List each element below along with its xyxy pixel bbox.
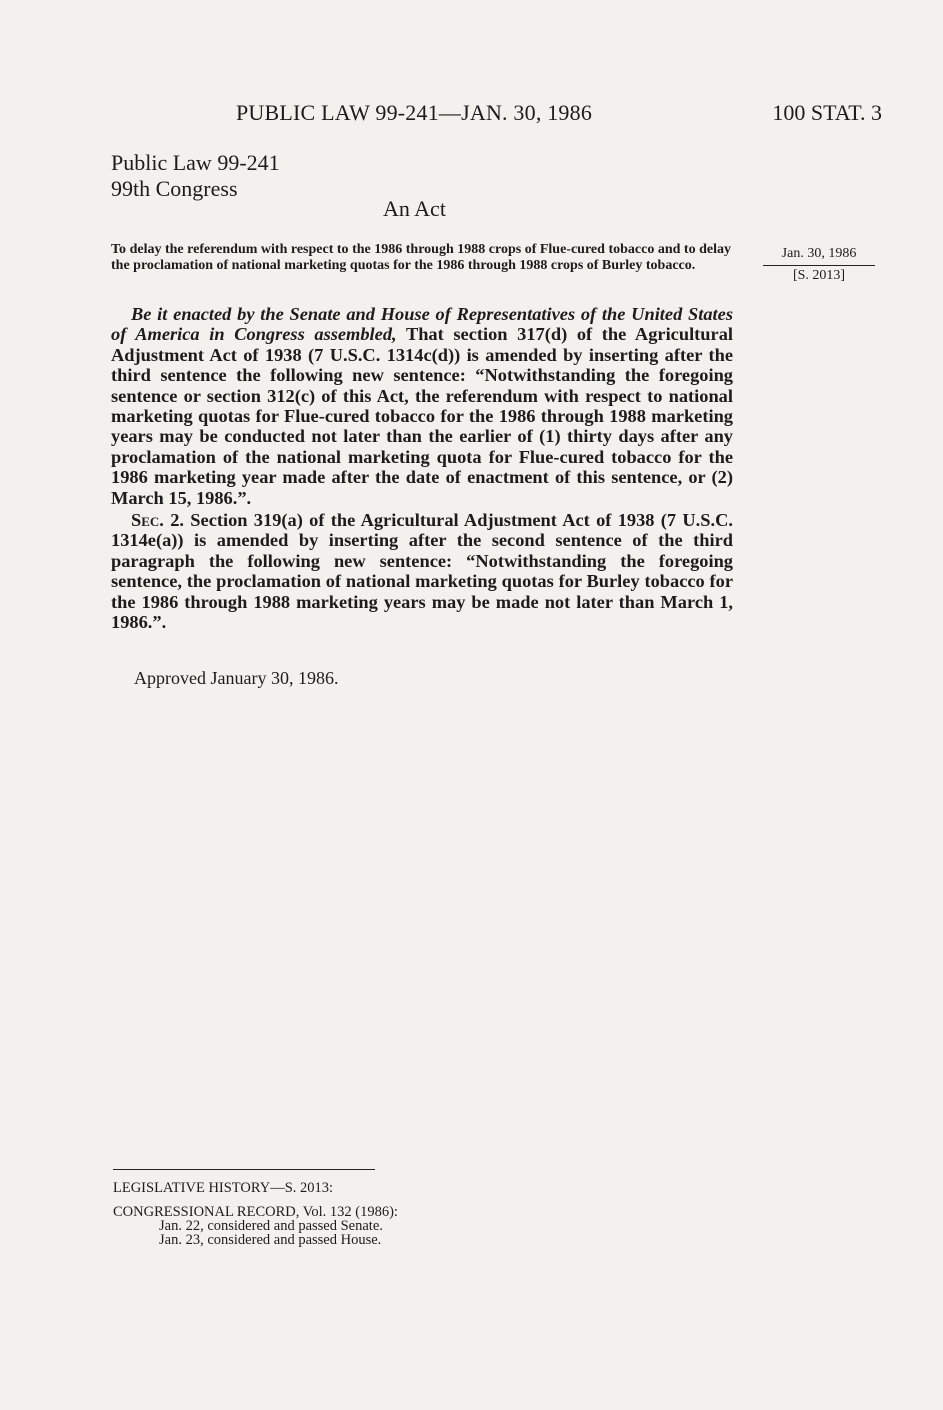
footnote-divider (113, 1169, 375, 1170)
enacting-clause: Be it enacted by the Senate and House of Representatives of the United States of America in Congress assembled, (111, 304, 733, 345)
section-1-text: That section 317(d) of the Agricultural Adjustment Act of 1938 (7 U.S.C. 1314c(d)) is amended by inserting after the third sentence the following new sentence: “Notwithstanding the foregoing sentence or section 312(c) of this Act, the referendum with respect to national marketing quotas for Flue-cured tobacco for the 1986 through 1988 marketing years may be conducted not later than the earlier of (1) thirty days after any proclamation of the national marketing quota for Flue-cured tobacco for the 1986 marketing year made after the date of enactment of this sentence, or (2) March 15, 1986.”. (111, 324, 734, 508)
running-header-page-ref: 100 STAT. 3 (772, 100, 882, 125)
margin-note-date: Jan. 30, 1986 (781, 246, 857, 261)
law-number: Public Law 99-241 (111, 150, 280, 175)
act-body (111, 304, 733, 633)
act-title: An Act (383, 196, 446, 221)
margin-note-bill: [S. 2013] (792, 268, 846, 283)
legislative-history (113, 1181, 398, 1247)
section-2-text: Section 319(a) of the Agricultural Adjustment Act of 1938 (7 U.S.C. 1314e(a)) is amended by inserting after the second sentence of the third paragraph the following new sentence: “Notwithstanding the foregoing sentence, the proclamation of national marketing quotas for Burley tobacco for the 1986 through 1988 marketing years may be made not later than March 1, 1986.”. (111, 510, 733, 633)
congress-number: 99th Congress (111, 176, 238, 201)
purpose-statement: To delay the referendum with respect to the 1986 through 1988 crops of Flue-cured tobacco and to delay the proclamation of national marketing quotas for the 1986 through 1988 crops of Burley tobacco. (111, 242, 731, 273)
congressional-record: CONGRESSIONAL RECORD, Vol. 132 (1986): (113, 1204, 398, 1220)
history-entry: Jan. 23, considered and passed House. (159, 1232, 382, 1248)
law-identification (111, 150, 280, 202)
legislative-history-heading: LEGISLATIVE HISTORY—S. 2013: (113, 1180, 334, 1196)
history-entry: Jan. 22, considered and passed Senate. (159, 1218, 383, 1234)
running-header-title: PUBLIC LAW 99-241—JAN. 30, 1986 (236, 100, 593, 125)
margin-note (763, 246, 875, 284)
margin-note-divider (763, 265, 875, 266)
section-2 (111, 510, 733, 632)
approval-date: Approved January 30, 1986. (134, 668, 339, 688)
section-2-label: Sec. 2. (131, 510, 184, 531)
section-1 (111, 304, 733, 508)
